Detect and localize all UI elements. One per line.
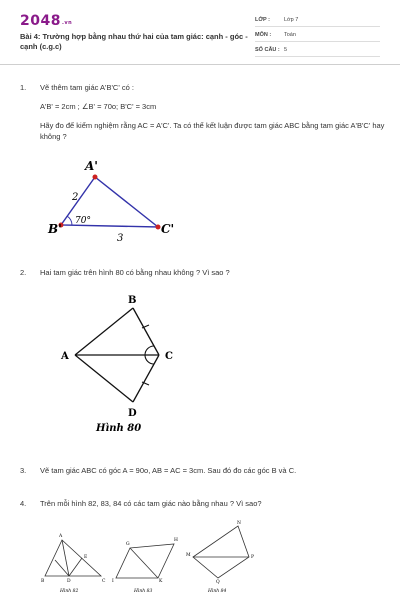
- label-c: C: [165, 351, 173, 362]
- header-divider: [0, 64, 400, 65]
- label: N: [237, 521, 241, 526]
- meta-class: [255, 15, 380, 27]
- figure-caption: Hình 80: [96, 423, 142, 434]
- logo-domain: .vn: [61, 20, 73, 26]
- question-body: [40, 82, 385, 142]
- label: C: [102, 579, 106, 584]
- label-a: A: [61, 351, 69, 362]
- meta-label: MÔN :: [255, 32, 272, 38]
- meta-value: Toán: [284, 32, 296, 38]
- label: K: [159, 579, 163, 584]
- label: E: [84, 555, 88, 560]
- question-body: [40, 465, 385, 476]
- question-number: 3.: [20, 466, 27, 475]
- figure-84: [186, 520, 254, 594]
- question-number: 1.: [20, 83, 27, 92]
- label-b: B: [128, 295, 137, 306]
- meta-count: [255, 45, 380, 57]
- meta-subject: [255, 30, 380, 42]
- question-body: [40, 498, 385, 509]
- label: B: [41, 579, 45, 584]
- page-header: [0, 0, 400, 62]
- figure-caption: Hình 82: [60, 589, 79, 594]
- question-given: A'B' = 2cm ; ∠B' = 70o; B'C' = 3cm: [40, 102, 157, 111]
- label-angle: 70°: [75, 216, 91, 226]
- label: M: [186, 553, 191, 558]
- label: A: [59, 534, 63, 539]
- question-body: [40, 267, 385, 278]
- label-b: B': [48, 222, 62, 236]
- figure-83: [112, 537, 178, 594]
- label: D: [67, 579, 71, 584]
- meta-value: 5: [284, 47, 288, 53]
- site-logo[interactable]: [20, 13, 72, 29]
- vertex-c: [156, 225, 161, 230]
- label: Q: [216, 580, 220, 585]
- label: H: [174, 538, 178, 543]
- question-text: Vẽ tam giác ABC có góc A = 90o, AB = AC = 3cm. Sau đó đo các góc B và C.: [40, 466, 297, 475]
- lesson-title: Bài 4: Trường hợp bằng nhau thứ hai của tam giác: cạnh - góc - cạnh (c.g.c): [20, 32, 248, 51]
- question-task: Hãy đo để kiểm nghiệm rằng AC = A'C'. Ta có thể kết luận được tam giác ABC bằng tam giác A'B'C' hay không ?: [40, 121, 385, 141]
- question-number: 2.: [20, 268, 27, 277]
- figures-82-83-84: [38, 520, 268, 598]
- vertex-a: [93, 175, 98, 180]
- meta-label: SỐ CÂU :: [255, 47, 280, 53]
- label-d: D: [128, 408, 137, 419]
- figure-caption: Hình 83: [134, 589, 153, 594]
- label-side-bc: 3: [117, 233, 124, 244]
- logo-text: 2048: [20, 13, 61, 29]
- question-text: Vẽ thêm tam giác A'B'C' có :: [40, 83, 134, 92]
- triangle-figure-1: [45, 155, 185, 250]
- angle-mark: [67, 216, 72, 225]
- label: G: [126, 542, 130, 547]
- label-side-ab: 2: [72, 192, 79, 203]
- meta-label: LỚP :: [255, 17, 270, 23]
- figure-82: [41, 533, 106, 594]
- meta-value: Lớp 7: [284, 17, 299, 23]
- figure-caption: Hình 84: [208, 589, 227, 594]
- label: P: [251, 555, 255, 560]
- figure-80: [58, 290, 188, 440]
- question-text: Trên mỗi hình 82, 83, 84 có các tam giác nào bằng nhau ? Vì sao?: [40, 499, 262, 508]
- question-text: Hai tam giác trên hình 80 có bằng nhau không ? Vì sao ?: [40, 268, 230, 277]
- label: I: [112, 579, 114, 584]
- label-a: A': [85, 159, 98, 173]
- question-number: 4.: [20, 499, 27, 508]
- label-c: C': [161, 222, 175, 236]
